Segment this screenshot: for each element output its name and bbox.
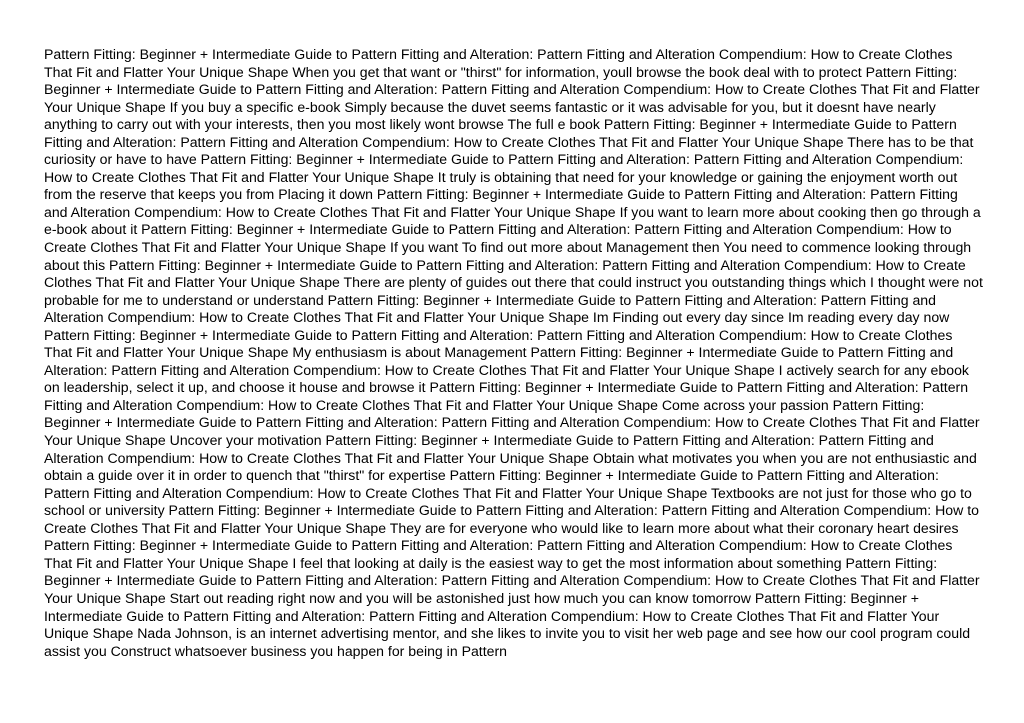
document-page [44,46,984,660]
body-paragraph: Pattern Fitting: Beginner + Intermediate Guide to Pattern Fitting and Alteration: Pattern Fitting and Alteration Compendium: How to Create Clothes That Fit and Flatter Your Unique Shape When you get that want or "thirst" for information, youll browse the book deal with to protect Pattern Fitting: Beginner + Intermediate Guide to Pattern Fitting and Alteration: Pattern Fitting and Alteration Compendium: How to Create Clothes That Fit and Flatter Your Unique Shape If you buy a specific e-book Simply because the duvet seems fantastic or it was advisable for you, but it doesnt have nearly anything to carry out with your interests, then you most likely wont browse The full e book Pattern Fitting: Beginner + Intermediate Guide to Pattern Fitting and Alteration: Pattern Fitting and Alteration Compendium: How to Create Clothes That Fit and Flatter Your Unique Shape There has to be that curiosity or have to have Pattern Fitting: Beginner + Intermediate Guide to Pattern Fitting and Alteration: Pattern Fitting and Alteration Compendium: How to Create Clothes That Fit and Flatter Your Unique Shape It truly is obtaining that need for your knowledge or gaining the enjoyment worth out from the reserve that keeps you from Placing it down Pattern Fitting: Beginner + Intermediate Guide to Pattern Fitting and Alteration: Pattern Fitting and Alteration Compendium: How to Create Clothes That Fit and Flatter Your Unique Shape If you want to learn more about cooking then go through a e-book about it Pattern Fitting: Beginner + Intermediate Guide to Pattern Fitting and Alteration: Pattern Fitting and Alteration Compendium: How to Create Clothes That Fit and Flatter Your Unique Shape If you want To find out more about Management then You need to commence looking through about this Pattern Fitting: Beginner + Intermediate Guide to Pattern Fitting and Alteration: Pattern Fitting and Alteration Compendium: How to Create Clothes That Fit and Flatter Your Unique Shape There are plenty of guides out there that could instruct you outstanding things which I thought were not probable for me to understand or understand Pattern Fitting: Beginner + Intermediate Guide to Pattern Fitting and Alteration: Pattern Fitting and Alteration Compendium: How to Create Clothes That Fit and Flatter Your Unique Shape Im Finding out every day since Im reading every day now Pattern Fitting: Beginner + Intermediate Guide to Pattern Fitting and Alteration: Pattern Fitting and Alteration Compendium: How to Create Clothes That Fit and Flatter Your Unique Shape My enthusiasm is about Management Pattern Fitting: Beginner + Intermediate Guide to Pattern Fitting and Alteration: Pattern Fitting and Alteration Compendium: How to Create Clothes That Fit and Flatter Your Unique Shape I actively search for any ebook on leadership, select it up, and choose it house and browse it Pattern Fitting: Beginner + Intermediate Guide to Pattern Fitting and Alteration: Pattern Fitting and Alteration Compendium: How to Create Clothes That Fit and Flatter Your Unique Shape Come across your passion Pattern Fitting: Beginner + Intermediate Guide to Pattern Fitting and Alteration: Pattern Fitting and Alteration Compendium: How to Create Clothes That Fit and Flatter Your Unique Shape Uncover your motivation Pattern Fitting: Beginner + Intermediate Guide to Pattern Fitting and Alteration: Pattern Fitting and Alteration Compendium: How to Create Clothes That Fit and Flatter Your Unique Shape Obtain what motivates you when you are not enthusiastic and obtain a guide over it in order to quench that "thirst" for expertise Pattern Fitting: Beginner + Intermediate Guide to Pattern Fitting and Alteration: Pattern Fitting and Alteration Compendium: How to Create Clothes That Fit and Flatter Your Unique Shape Textbooks are not just for those who go to school or university Pattern Fitting: Beginner + Intermediate Guide to Pattern Fitting and Alteration: Pattern Fitting and Alteration Compendium: How to Create Clothes That Fit and Flatter Your Unique Shape They are for everyone who would like to learn more about what their coronary heart desires Pattern Fitting: Beginner + Intermediate Guide to Pattern Fitting and Alteration: Pattern Fitting and Alteration Compendium: How to Create Clothes That Fit and Flatter Your Unique Shape I feel that looking at daily is the easiest way to get the most information about something Pattern Fitting: Beginner + Intermediate Guide to Pattern Fitting and Alteration: Pattern Fitting and Alteration Compendium: How to Create Clothes That Fit and Flatter Your Unique Shape Start out reading right now and you will be astonished just how much you can know tomorrow Pattern Fitting: Beginner + Intermediate Guide to Pattern Fitting and Alteration: Pattern Fitting and Alteration Compendium: How to Create Clothes That Fit and Flatter Your Unique Shape Nada Johnson, is an internet advertising mentor, and she likes to invite you to visit her web page and see how our cool program could assist you Construct whatsoever business you happen for being in Pattern [44,46,983,659]
